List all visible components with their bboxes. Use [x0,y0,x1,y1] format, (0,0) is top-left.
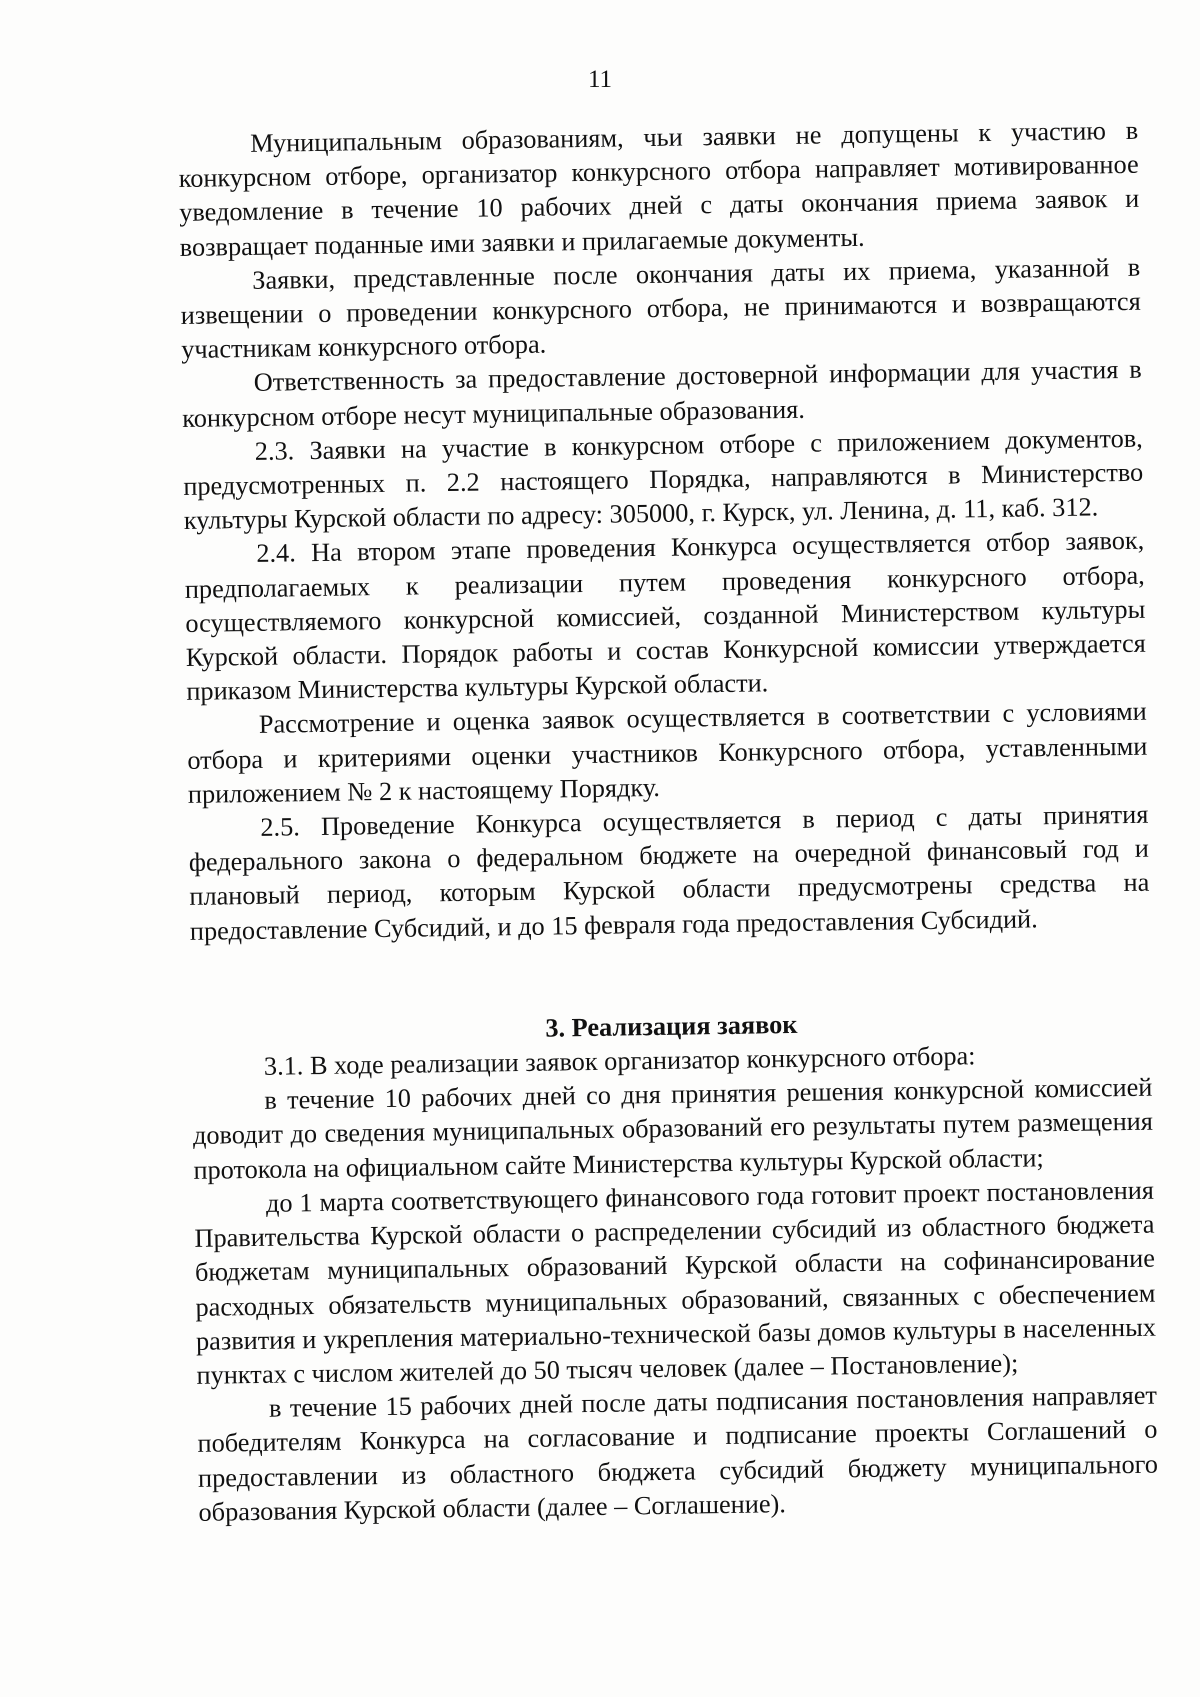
paragraph: в течение 10 рабочих дней со дня принятия решения конкурсной комиссией доводит до сведения муниципальных образований его результаты путем размещения протокола на официальном сайте Министерства культуры Курской области; [192,1072,1154,1185]
document-body [178,114,1159,1530]
paragraph: Ответственность за предоставление достоверной информации для участия в конкурсном отборе несут муниципальные образования. [182,355,1142,433]
paragraph: в течение 15 рабочих дней после даты подписания постановления направляет победителям Конкурса на согласование и подписание проекты Соглашений о предоставлении из областного бюджета субсидий бюджету муниципального образования Курской области (далее – Соглашение). [197,1380,1159,1527]
paragraph: Заявки, представленные после окончания даты их приема, указанной в извещении о проведении конкурсного отбора, не принимаются и возвращаются участникам конкурсного отбора. [180,252,1141,365]
paragraph-2-5: 2.5. Проведение Конкурса осуществляется в период с даты принятия федерального закона о федеральном бюджете на очередной финансовый год и плановый период, которым Курской области предусмотрены средства на предоставление Субсидий, и до 15 февраля года предоставления Субсидий. [188,799,1150,946]
paragraph-2-3: 2.3. Заявки на участие в конкурсном отборе с приложением документов, предусмотренных п. 2.2 настоящего Порядка, направляются в Министерство культуры Курской области по адресу: 305000, г. Курск, ул. Ленина, д. 11, каб. 312. [183,423,1144,536]
page-number: 11 [587,66,613,93]
paragraph: Муниципальным образованиям, чьи заявки не допущены к участию в конкурсном отборе, организатор конкурсного отбора направляет мотивированное уведомление в течение 10 рабочих дней с даты окончания приема заявок и возвращает поданные ими заявки и прилагаемые документы. [178,115,1140,262]
section-2-continuation [178,114,1150,949]
paragraph: Рассмотрение и оценка заявок осуществляется в соответствии с условиями отбора и критериями оценки участников Конкурсного отбора, уставленными приложением № 2 к настоящему Порядку. [187,697,1148,809]
paragraph-2-4: 2.4. На втором этапе проведения Конкурса осуществляется отбор заявок, предполагаемых к реализации путем проведения конкурсного отбора, осуществляемого конкурсной комиссией, созданной Министерством культуры Курской области. Порядок работы и состав Конкурсной комиссии утверждается приказом Министерства культуры Курской области. [184,526,1146,707]
section-3 [192,1037,1159,1530]
paragraph-3-1: 3.1. В ходе реализации заявок организатор конкурсного отбора: [263,1041,976,1081]
section-3-heading: 3. Реализация заявок [545,1009,798,1043]
paragraph: до 1 марта соответствующего финансового года готовит проект постановления Правительства Курской области о распределении субсидий из областного бюджета бюджетам муниципальных образований Курской области на софинансирование расходных обязательств муниципальных образований, связанных с обеспечением развития и укрепления материально-технической базы домов культуры в населенных пунктах с числом жителей до 50 тысяч человек (далее – Постановление); [194,1175,1157,1390]
